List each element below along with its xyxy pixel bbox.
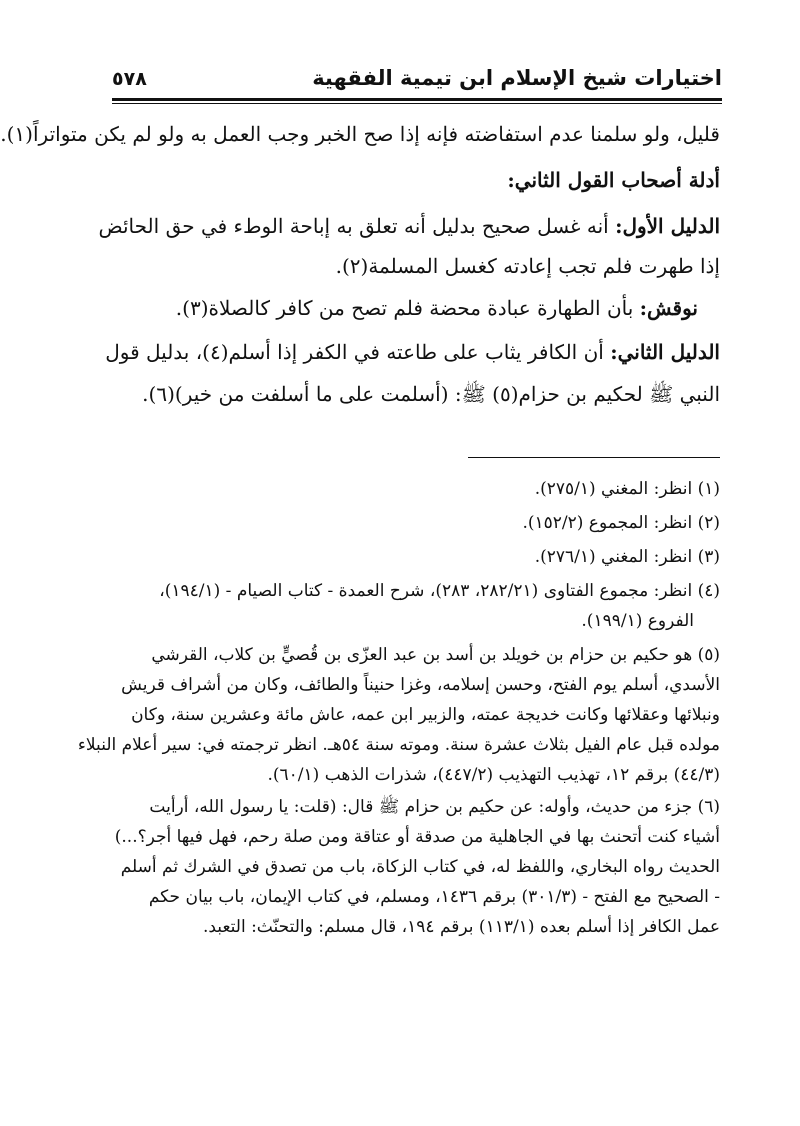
paragraph-line: إذا طهرت فلم تجب إعادته كغسل المسلمة(٢). — [335, 254, 720, 278]
objection-text: بأن الطهارة عبادة محضة فلم تصح من كافر كالصلاة(٣). — [175, 296, 634, 320]
paragraph-line: النبي ﷺ لحكيم بن حزام(٥) ﷺ: (أسلمت على ما أسلفت من خير)(٦). — [142, 382, 720, 406]
footnote: (٣) انظر: المغني (٢٧٦/١). — [534, 547, 720, 567]
footnote-line: الفروع (١٩٩/١). — [581, 611, 694, 631]
footnote-line: ونبلائها وعقلائها وكانت خديجة عمته، والزبير ابن عمه، عاش مائة وعشرين سنة، وكان — [131, 705, 720, 725]
paragraph-line — [98, 212, 720, 240]
footnote: (١) انظر: المغني (٢٧٥/١). — [534, 479, 720, 499]
evidence-text: أنه غسل صحيح بدليل أنه تعلق به إباحة الوطء في حق الحائض — [98, 214, 609, 238]
objection-label: نوقش: — [639, 296, 698, 320]
footnote-line: الأسدي، أسلم يوم الفتح، وحسن إسلامه، وغزا حنيناً والطائف، وكان من أشراف قريش — [121, 675, 720, 695]
footnote: (٤) انظر: مجموع الفتاوى (٢٨٢/٢١، ٢٨٣)، شرح العمدة - كتاب الصيام - (١٩٤/١)، — [159, 581, 720, 601]
footnote-line: أشياء كنت أتحنث بها في الجاهلية من صدقة أو عتاقة ومن صلة رحم، فهل فيها أجر؟...) — [114, 827, 720, 847]
footnote: (٦) جزء من حديث، وأوله: عن حكيم بن حزام ﷺ قال: (قلت: يا رسول الله، أرأيت — [149, 797, 720, 817]
evidence-text: أن الكافر يثاب على طاعته في الكفر إذا أسلم(٤)، بدليل قول — [105, 340, 604, 364]
footnote-line: عمل الكافر إذا أسلم بعده (١١٣/١) برقم ١٩٤، قال مسلم: والتحنّث: التعبد. — [202, 917, 720, 937]
footnote-line: الحديث رواه البخاري، واللفظ له، في كتاب الزكاة، باب من تصدق في الشرك ثم أسلم — [120, 857, 720, 877]
section-heading: أدلة أصحاب القول الثاني: — [507, 168, 720, 192]
page-number: ٥٧٨ — [112, 68, 147, 90]
footnotes — [77, 474, 720, 942]
footnote-line: - الصحيح مع الفتح - (٣٠١/٣) برقم ١٤٣٦، ومسلم، في كتاب الإيمان، باب بيان حكم — [148, 887, 720, 907]
footnote: (٥) هو حكيم بن حزام بن خويلد بن أسد بن عبد العزّى بن قُصيٍّ بن كلاب، القرشي — [151, 645, 720, 665]
evidence-label: الدليل الأول: — [615, 214, 720, 238]
evidence-label: الدليل الثاني: — [610, 340, 720, 364]
paragraph-line — [120, 294, 720, 322]
main-text — [0, 120, 720, 408]
footnote-line: (٤٤/٣) برقم ١٢، تهذيب التهذيب (٤٤٧/٢)، شذرات الذهب (٦٠/١). — [267, 765, 720, 785]
header-rule-thin — [112, 103, 722, 104]
header-rule — [112, 98, 722, 101]
footnote-separator — [468, 457, 720, 458]
paragraph-line: قليل، ولو سلمنا عدم استفاضته فإنه إذا صح الخبر وجب العمل به ولو لم يكن متواتراً(١). — [0, 122, 720, 146]
paragraph-line — [105, 338, 720, 366]
footnote-line: مولده قبل عام الفيل بثلاث عشرة سنة. وموته سنة ٥٤هـ. انظر ترجمته في: سير أعلام النبلاء — [77, 735, 720, 755]
footnote: (٢) انظر: المجموع (١٥٢/٢). — [522, 513, 720, 533]
running-header — [112, 52, 722, 100]
book-title: اختيارات شيخ الإسلام ابن تيمية الفقهية — [312, 66, 722, 90]
